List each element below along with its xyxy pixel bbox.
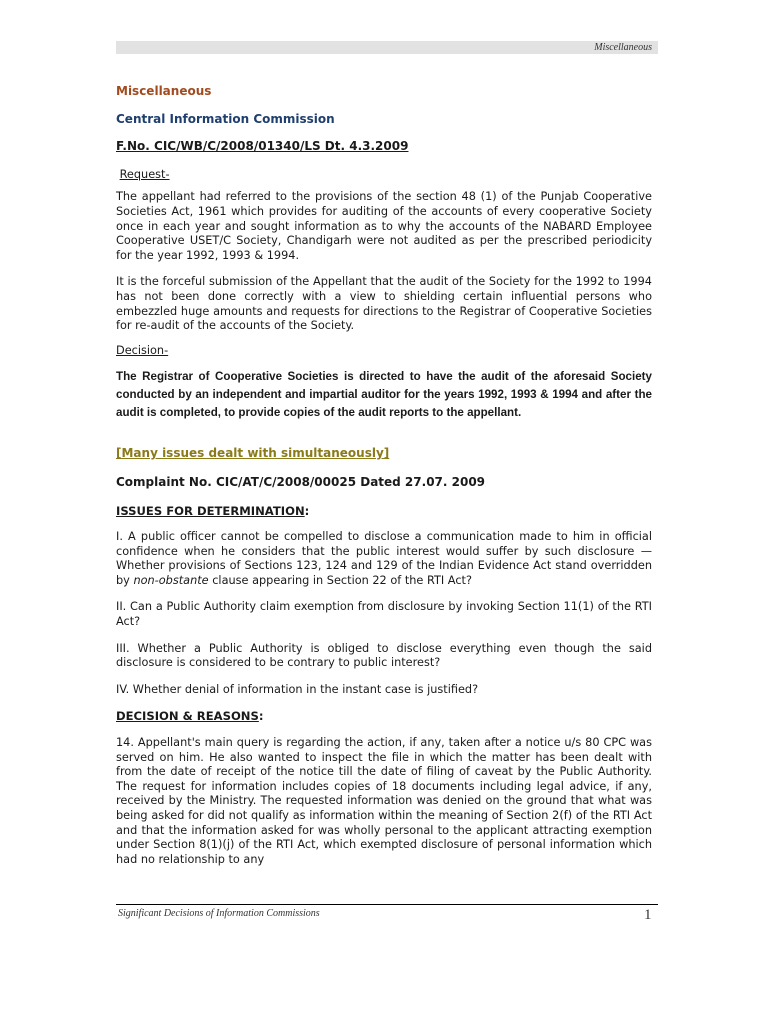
complaint-number: Complaint No. CIC/AT/C/2008/00025 Dated 27.07. 2009 [116, 474, 486, 489]
section-title: Miscellaneous [116, 84, 212, 98]
page-number: 1 [644, 907, 652, 923]
issues-heading: ISSUES FOR DETERMINATION: [116, 503, 310, 518]
request-paragraph-1: The appellant had referred to the provisions of the section 48 (1) of the Punjab Cooperative Societies Act, 1961 which provides for auditing of the accounts of every cooperative Society once in each year and sought information as to why the accounts of the NABARD Employee Cooperative USET/C Society, Chandigarh were not audited as per the prescribed periodicity for the year 1992, 1993 & 1994. [116, 190, 652, 262]
file-number: F.No. CIC/WB/C/2008/01340/LS Dt. 4.3.2009 [116, 139, 409, 154]
decision-heading: Decision- [116, 343, 169, 357]
request-heading: Request- [119, 167, 170, 181]
running-header: Miscellaneous [594, 42, 652, 53]
issue-2: II. Can a Public Authority claim exemption from disclosure by invoking Section 11(1) of the RTI Act? [116, 600, 652, 629]
header-bar [116, 41, 658, 54]
decision-reasons-heading: DECISION & REASONS: [116, 709, 264, 724]
commission-name: Central Information Commission [116, 111, 335, 126]
issue-1: I. A public officer cannot be compelled to disclose a communication made to him in official confidence when he considers that the public interest would suffer by such disclosure — Whether provisions of Sections 123, 124 and 129 of the Indian Evidence Act stand overridden by non-obstante clause appearing in Section 22 of the RTI Act? [116, 530, 652, 587]
paragraph-14: 14. Appellant's main query is regarding the action, if any, taken after a notice u/s 80 CPC was served on him. He also wanted to inspect the file in which the matter has been dealt with from the date of receipt of the notice till the date of filing of caveat by the Public Authority. The request for information includes copies of 18 documents including legal advice, if any, received by the Ministry. The requested information was denied on the ground that what was being asked for did not qualify as information within the meaning of Section 2(f) of the RTI Act and that the information asked for was wholly personal to the applicant attracting exemption under Section 8(1)(j) of the RTI Act, which exempted disclosure of personal information which had no relationship to any [116, 736, 652, 866]
footer-rule [116, 904, 658, 905]
footer-title: Significant Decisions of Information Commissions [118, 908, 320, 919]
issue-4: IV. Whether denial of information in the instant case is justified? [116, 682, 479, 696]
document-body [116, 84, 652, 867]
decision-text: The Registrar of Cooperative Societies is directed to have the audit of the aforesaid Society conducted by an independent and impartial auditor for the years 1992, 1993 & 1994 and after the audit is completed, to provide copies of the audit reports to the appellant. [116, 370, 652, 420]
request-paragraph-2: It is the forceful submission of the Appellant that the audit of the Society for the 1992 to 1994 has not been done correctly with a view to shielding certain influential persons who embezzled huge amounts and requests for directions to the Registrar of Cooperative Societies for re-audit of the accounts of the Society. [116, 275, 652, 333]
many-issues-heading: [Many issues dealt with simultaneously] [116, 446, 390, 461]
issue-3: III. Whether a Public Authority is obliged to disclose everything even though the said disclosure is considered to be contrary to public interest? [116, 641, 652, 670]
